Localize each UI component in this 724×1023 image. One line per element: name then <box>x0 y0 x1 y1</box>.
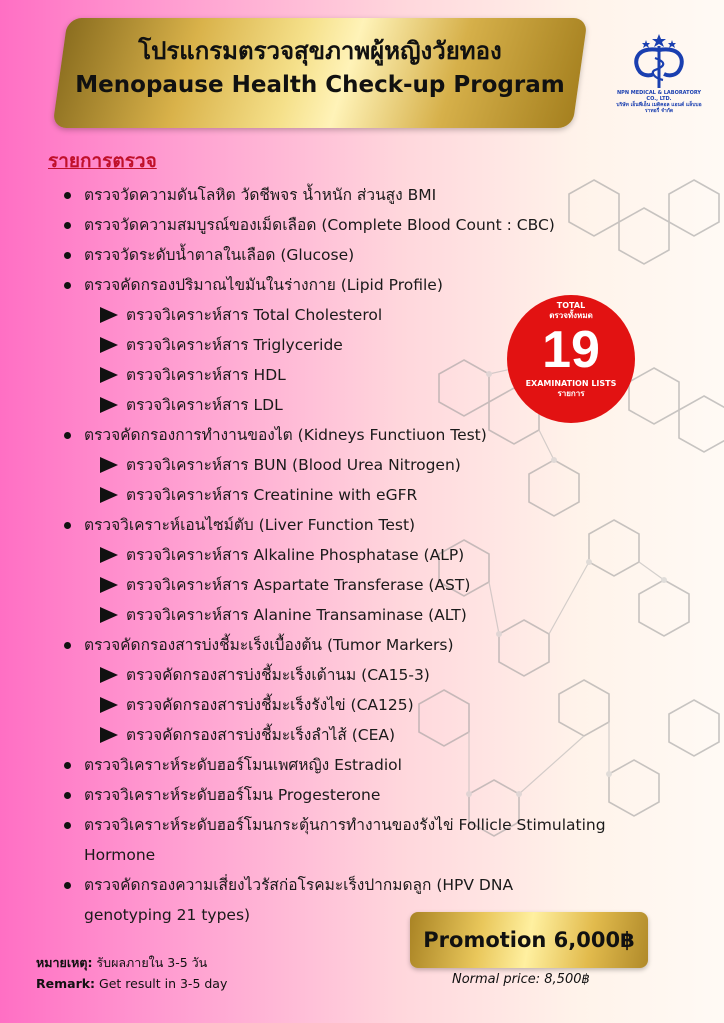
list-item <box>62 180 662 210</box>
sub-item <box>62 540 662 570</box>
arrow-icon <box>100 397 118 413</box>
list-item <box>62 810 662 870</box>
remark-thai <box>36 952 227 973</box>
badge-count: 19 <box>542 321 600 379</box>
logo-caption-th: บริษัท เอ็นพีเอ็น เมดิคอล แอนด์ แล็บบอราทอรี่ จำกัด <box>616 102 702 114</box>
badge-total-label: TOTAL <box>556 301 586 310</box>
sub-item-text: ตรวจวิเคราะห์สาร Alkaline Phosphatase (ALP) <box>126 546 465 564</box>
bullet-icon <box>64 792 71 799</box>
promotion-price-box <box>410 912 648 968</box>
bullet-icon <box>64 822 71 829</box>
sub-item-text: ตรวจวิเคราะห์สาร Aspartate Transferase (AST) <box>126 576 471 594</box>
sub-item-text: ตรวจคัดกรองสารบ่งชี้มะเร็งรังไข่ (CA125) <box>126 696 414 714</box>
list-item <box>62 210 662 240</box>
list-item-text: ตรวจคัดกรองความเสี่ยงไวรัสก่อโรคมะเร็งปากมดลูก (HPV DNA genotyping 21 types) <box>84 876 514 924</box>
arrow-icon <box>100 547 118 563</box>
sub-item <box>62 660 662 690</box>
sub-item-text: ตรวจวิเคราะห์สาร Alanine Transaminase (ALT) <box>126 606 467 624</box>
sub-item-text: ตรวจวิเคราะห์สาร Total Cholesterol <box>126 306 383 324</box>
sub-item-text: ตรวจวิเคราะห์สาร HDL <box>126 366 286 384</box>
remark-english-text: Get result in 3-5 day <box>95 976 228 991</box>
arrow-icon <box>100 727 118 743</box>
caduceus-icon <box>626 32 692 90</box>
list-item-text: ตรวจวิเคราะห์ระดับฮอร์โมนกระตุ้นการทำงานของรังไข่ Follicle Stimulating Hormone <box>84 816 606 864</box>
arrow-icon <box>100 307 118 323</box>
remark-english-label: Remark: <box>36 976 96 991</box>
company-logo <box>614 32 704 114</box>
remark-english <box>36 973 227 994</box>
header <box>60 34 580 102</box>
list-item-text: ตรวจวัดความสมบูรณ์ของเม็ดเลือด (Complete Blood Count : CBC) <box>84 216 555 234</box>
list-item <box>62 750 662 780</box>
list-item-text: ตรวจวิเคราะห์ระดับฮอร์โมน Progesterone <box>84 786 381 804</box>
list-item <box>62 510 662 540</box>
sub-item-text: ตรวจวิเคราะห์สาร Creatinine with eGFR <box>126 486 418 504</box>
sub-item-text: ตรวจวิเคราะห์สาร BUN (Blood Urea Nitrogen) <box>126 456 461 474</box>
sub-item <box>62 720 662 750</box>
sub-item <box>62 600 662 630</box>
sub-item <box>62 570 662 600</box>
bullet-icon <box>64 762 71 769</box>
section-title: รายการตรวจ <box>48 150 157 172</box>
title-thai: โปรแกรมตรวจสุขภาพผู้หญิงวัยทอง <box>138 37 502 65</box>
promotion-price: Promotion 6,000฿ <box>423 928 635 952</box>
arrow-icon <box>100 457 118 473</box>
list-item <box>62 240 662 270</box>
arrow-icon <box>100 667 118 683</box>
exam-list <box>62 180 662 930</box>
title-english: Menopause Health Check-up Program <box>75 72 565 98</box>
list-item-text: ตรวจคัดกรองการทำงานของไต (Kidneys Functiuon Test) <box>84 426 487 444</box>
badge-lists-label: EXAMINATION LISTS <box>525 379 617 388</box>
list-item-text: ตรวจวิเคราะห์เอนไซม์ตับ (Liver Function Test) <box>84 516 416 534</box>
bullet-icon <box>64 432 71 439</box>
arrow-icon <box>100 487 118 503</box>
total-count-badge <box>507 295 635 423</box>
list-item <box>62 420 662 450</box>
badge-total-label-th: ตรวจทั้งหมด <box>549 311 593 320</box>
sub-item-text: ตรวจวิเคราะห์สาร Triglyceride <box>126 336 343 354</box>
list-item-text: ตรวจวิเคราะห์ระดับฮอร์โมนเพศหญิง Estradiol <box>84 756 402 774</box>
sub-item <box>62 480 662 510</box>
arrow-icon <box>100 337 118 353</box>
bullet-icon <box>64 642 71 649</box>
list-item-text: ตรวจคัดกรองสารบ่งชี้มะเร็งเบื้องต้น (Tumor Markers) <box>84 636 454 654</box>
remark <box>36 952 227 994</box>
list-item <box>62 780 662 810</box>
sub-item-text: ตรวจวิเคราะห์สาร LDL <box>126 396 283 414</box>
sub-item-text: ตรวจคัดกรองสารบ่งชี้มะเร็งลำไส้ (CEA) <box>126 726 396 744</box>
badge-lists-label-th: รายการ <box>557 389 585 398</box>
sub-item-text: ตรวจคัดกรองสารบ่งชี้มะเร็งเต้านม (CA15-3) <box>126 666 430 684</box>
list-item-text: ตรวจวัดความดันโลหิต วัดชีพจร น้ำหนัก ส่วนสูง BMI <box>84 186 437 204</box>
remark-thai-text: รับผลภายใน 3-5 วัน <box>92 955 208 970</box>
arrow-icon <box>100 607 118 623</box>
arrow-icon <box>100 577 118 593</box>
bullet-icon <box>64 522 71 529</box>
list-item-text: ตรวจวัดระดับน้ำตาลในเลือด (Glucose) <box>84 246 355 264</box>
bullet-icon <box>64 222 71 229</box>
bullet-icon <box>64 282 71 289</box>
sub-item <box>62 450 662 480</box>
list-item-text: ตรวจคัดกรองปริมาณไขมันในร่างกาย (Lipid Profile) <box>84 276 443 294</box>
bullet-icon <box>64 192 71 199</box>
remark-thai-label: หมายเหตุ: <box>36 955 93 970</box>
logo-caption-en: NPN MEDICAL & LABORATORY CO., LTD. <box>616 90 702 102</box>
bullet-icon <box>64 252 71 259</box>
arrow-icon <box>100 367 118 383</box>
normal-price: Normal price: 8,500฿ <box>452 972 590 987</box>
list-item <box>62 630 662 660</box>
sub-item <box>62 690 662 720</box>
bullet-icon <box>64 882 71 889</box>
arrow-icon <box>100 697 118 713</box>
